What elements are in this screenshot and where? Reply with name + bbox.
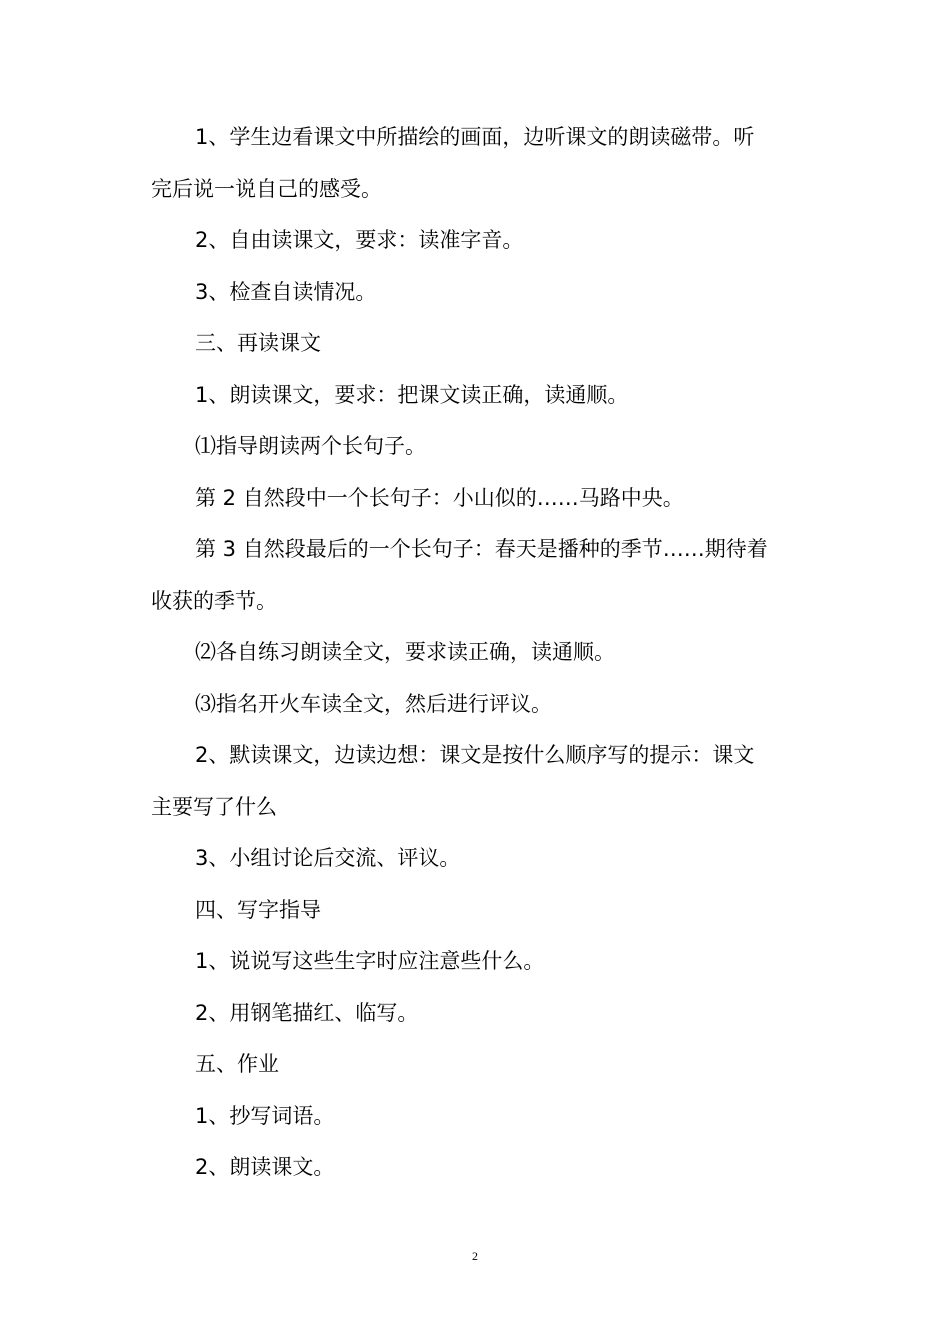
paragraph-group-discussion	[151, 833, 791, 885]
paragraph-long-sentences	[151, 421, 791, 473]
paragraph-section-2-sentence	[151, 473, 791, 525]
paragraph-line: 第 2 自然段中一个长句子：小山似的……马路中央。	[195, 485, 684, 510]
paragraph-practice-reading	[151, 627, 791, 679]
paragraph-line: 主要写了什么	[151, 794, 277, 819]
paragraph-silent-reading	[151, 730, 791, 833]
paragraph-read-aloud	[151, 370, 791, 422]
paragraph-line: 2、默读课文，边读边想：课文是按什么顺序写的提示：课文	[195, 743, 755, 767]
paragraph-line: 2、朗读课文。	[195, 1155, 335, 1179]
paragraph-pen-tracing	[151, 988, 791, 1040]
paragraph-line: 3、检查自读情况。	[195, 279, 377, 304]
section-heading-text: 五、作业	[195, 1052, 279, 1076]
paragraph-line: 3、小组讨论后交流、评议。	[195, 846, 461, 870]
paragraph-character-notes	[151, 936, 791, 988]
paragraph-line: ⑴指导朗读两个长句子。	[195, 434, 426, 458]
page-number: 2	[472, 1249, 478, 1263]
section-heading-homework	[151, 1039, 791, 1091]
paragraph-check-reading	[151, 267, 791, 319]
paragraph-free-reading	[151, 215, 791, 267]
paragraph-train-reading	[151, 679, 791, 731]
section-heading-text: 四、写字指导	[195, 897, 321, 922]
paragraph-line: 1、朗读课文，要求：把课文读正确，读通顺。	[195, 382, 629, 407]
paragraph-copy-words	[151, 1091, 791, 1143]
paragraph-line: ⑶指名开火车读全文，然后进行评议。	[195, 691, 552, 716]
paragraph-line: 收获的季节。	[151, 588, 277, 613]
paragraph-line: 2、用钢笔描红、临写。	[195, 1000, 419, 1025]
paragraph-line: 完后说一说自己的感受。	[151, 176, 382, 201]
paragraph-section-3-sentence	[151, 524, 791, 627]
paragraph-line: 第 3 自然段最后的一个长句子：春天是播种的季节……期待着	[195, 537, 768, 561]
document-body	[151, 112, 791, 1194]
section-heading-writing	[151, 885, 791, 937]
paragraph-line: 2、自由读课文，要求：读准字音。	[195, 228, 524, 252]
paragraph-line: 1、学生边看课文中所描绘的画面，边听课文的朗读磁带。听	[195, 125, 755, 149]
paragraph-line: ⑵各自练习朗读全文，要求读正确，读通顺。	[195, 640, 615, 664]
section-heading-text: 三、再读课文	[195, 331, 321, 355]
paragraph-line: 1、说说写这些生字时应注意些什么。	[195, 949, 545, 973]
paragraph-read-text	[151, 1142, 791, 1194]
section-heading-reread	[151, 318, 791, 370]
paragraph-line: 1、抄写词语。	[195, 1103, 335, 1128]
paragraph-listen-and-feel	[151, 112, 791, 215]
